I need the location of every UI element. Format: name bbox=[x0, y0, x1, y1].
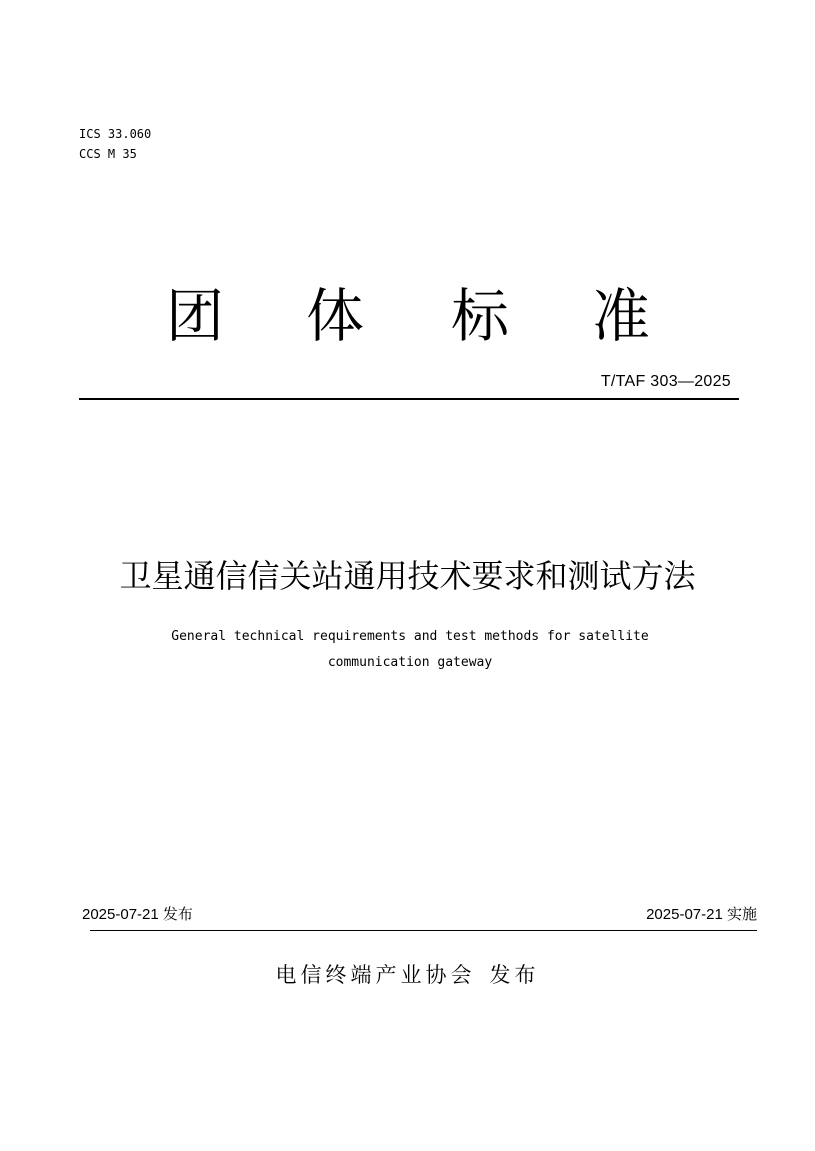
publisher-action: 发布 bbox=[489, 963, 540, 987]
implementation-date: 2025-07-21 实施 bbox=[646, 906, 757, 923]
doc-type-char-4: 准 bbox=[591, 282, 650, 350]
title-english bbox=[90, 624, 730, 676]
title-chinese: 卫星通信信关站通用技术要求和测试方法 bbox=[119, 557, 696, 595]
publisher-name: 电信终端产业协会 bbox=[275, 963, 476, 987]
doc-type-char-2: 体 bbox=[305, 282, 364, 350]
doc-type-char-3: 标 bbox=[450, 282, 509, 350]
standard-number: T/TAF 303—2025 bbox=[600, 373, 731, 390]
footer-divider bbox=[90, 930, 757, 931]
title-english-line-2: communication gateway bbox=[327, 655, 493, 670]
classification-codes bbox=[79, 124, 151, 164]
issue-date: 2025-07-21 发布 bbox=[82, 906, 193, 923]
publisher-line bbox=[0, 960, 815, 990]
document-type-heading bbox=[0, 276, 815, 356]
header-divider bbox=[79, 398, 739, 400]
ccs-code: CCS M 35 bbox=[79, 147, 137, 161]
title-english-line-1: General technical requirements and test methods for satellite bbox=[171, 629, 649, 644]
ics-code: ICS 33.060 bbox=[79, 127, 152, 141]
doc-type-char-1: 团 bbox=[165, 282, 224, 350]
